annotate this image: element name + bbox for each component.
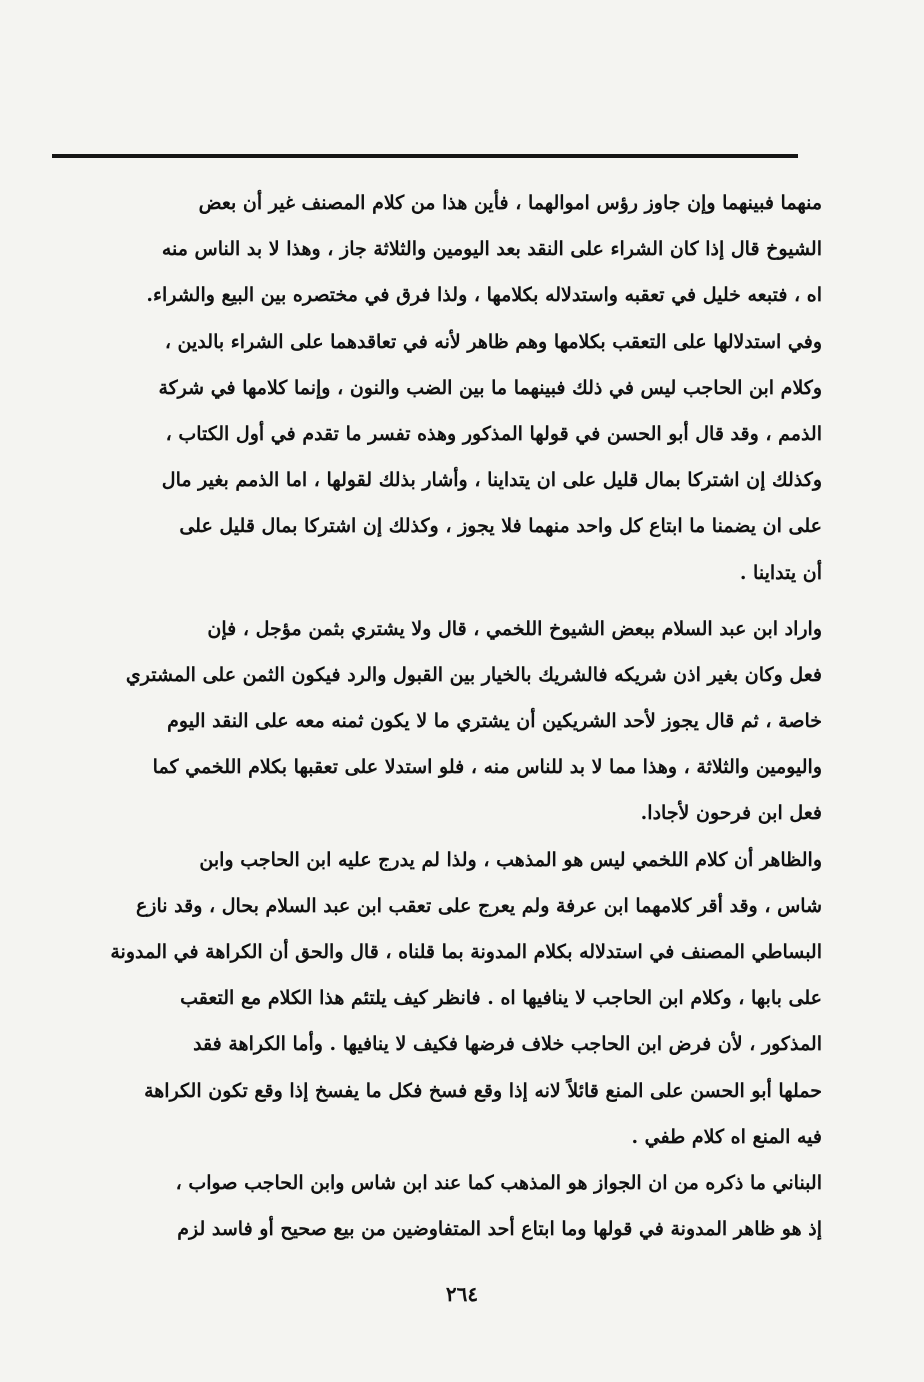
text-line: اه ، فتبعه خليل في تعقبه واستدلاله بكلامها ، ولذا فرق في مختصره بين البيع والشراء. xyxy=(146,284,822,307)
text-line: إذ هو ظاهر المدونة في قولها وما ابتاع أحد المتفاوضين من بيع صحيح أو فاسد لزم xyxy=(177,1218,822,1241)
paragraph-5 xyxy=(52,1160,822,1252)
text-line: خاصة ، ثم قال يجوز لأحد الشريكين أن يشتري ما لا يكون ثمنه معه على النقد اليوم xyxy=(167,710,822,733)
header-rule xyxy=(52,154,798,158)
text-line: المذكور ، لأن فرض ابن الحاجب خلاف فرضها فكيف لا ينافيها . وأما الكراهة فقد xyxy=(193,1033,822,1056)
text-line: البساطي المصنف في استدلاله بكلام المدونة بما قلناه ، قال والحق أن الكراهة في المدونة xyxy=(110,941,822,963)
paragraph-4 xyxy=(52,837,822,1160)
page-number: ٢٦٤ xyxy=(445,1282,479,1306)
paragraph-1 xyxy=(52,180,822,319)
text-line: الذمم ، وقد قال أبو الحسن في قولها المذكور وهذه تفسر ما تقدم في أول الكتاب ، xyxy=(165,422,822,445)
text-line: وكلام ابن الحاجب ليس في ذلك فبينهما ما بين الضب والنون ، وإنما كلامها في شركة xyxy=(158,376,822,399)
paragraph-3 xyxy=(52,606,822,837)
text-line: الشيوخ قال إذا كان الشراء على النقد بعد اليومين والثلاثة جاز ، وهذا لا بد الناس منه xyxy=(161,238,822,261)
text-line: فعل ابن فرحون لأجادا. xyxy=(640,802,822,825)
paragraph-gap xyxy=(52,596,822,606)
page-body xyxy=(52,180,822,1252)
text-line: البناني ما ذكره من ان الجواز هو المذهب كما عند ابن شاس وابن الحاجب صواب ، xyxy=(175,1171,822,1194)
text-line: فيه المنع اه كلام طفي . xyxy=(631,1125,822,1148)
text-line: واليومين والثلاثة ، وهذا مما لا بد للناس منه ، فلو استدلا على تعقبها بكلام اللخمي كما xyxy=(152,756,822,779)
paragraph-2 xyxy=(52,319,822,596)
text-line: حملها أبو الحسن على المنع قائلاً لانه إذا وقع فسخ فكل ما يفسخ إذا وقع تكون الكراهة xyxy=(144,1079,822,1102)
text-line: شاس ، وقد أقر كلامهما ابن عرفة ولم يعرج على تعقب ابن عبد السلام بحال ، وقد نازع xyxy=(135,894,822,917)
text-line: وكذلك إن اشتركا بمال قليل على ان يتداينا ، وأشار بذلك لقولها ، اما الذمم بغير مال xyxy=(161,469,822,492)
text-line: على ان يضمنا ما ابتاع كل واحد منهما فلا يجوز ، وكذلك إن اشتركا بمال قليل على xyxy=(179,515,822,538)
text-line: والظاهر أن كلام اللخمي ليس هو المذهب ، ولذا لم يدرج عليه ابن الحاجب وابن xyxy=(199,848,822,871)
text-line: فعل وكان بغير اذن شريكه فالشريك بالخيار بين القبول والرد فيكون الثمن على المشتري xyxy=(125,663,822,686)
text-line: وفي استدلالها على التعقب بكلامها وهم ظاهر لأنه في تعاقدهما على الشراء بالدين ، xyxy=(164,330,822,353)
text-line: واراد ابن عبد السلام ببعض الشيوخ اللخمي ، قال ولا يشتري بثمن مؤجل ، فإن xyxy=(207,617,822,640)
text-line: منهما فبينهما وإن جاوز رؤس اموالهما ، فأين هذا من كلام المصنف غير أن بعض xyxy=(198,192,822,214)
text-line: أن يتداينا . xyxy=(739,561,822,584)
text-line: على بابها ، وكلام ابن الحاجب لا ينافيها اه . فانظر كيف يلتئم هذا الكلام مع التعقب xyxy=(180,987,822,1010)
